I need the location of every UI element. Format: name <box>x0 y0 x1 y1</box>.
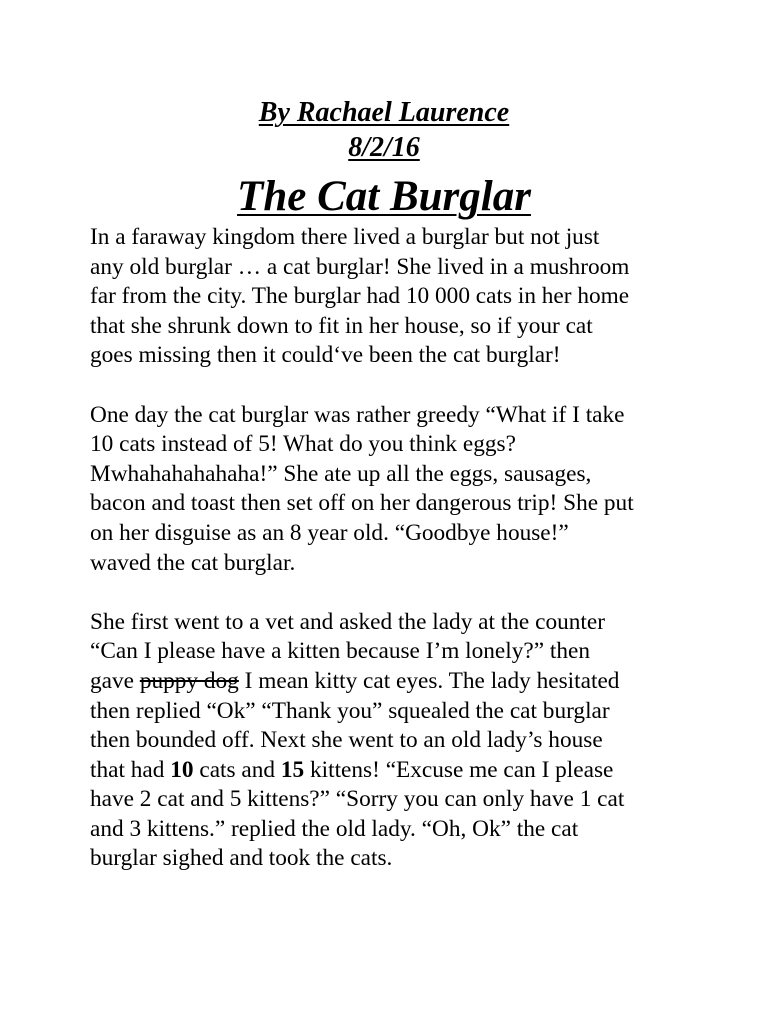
text-line: on her disguise as an 8 year old. “Goodbye house!” <box>90 519 569 546</box>
text-line: far from the city. The burglar had 10 000 cats in her home <box>90 283 630 310</box>
text-line: and 3 kittens.” replied the old lady. “Oh, Ok” the cat <box>90 815 579 842</box>
paragraph-2 <box>90 401 690 579</box>
text-line: goes missing then it could‘ve been the cat burglar! <box>90 342 561 369</box>
paragraph-gap <box>90 371 690 401</box>
text-line: then replied “Ok” “Thank you” squealed the cat burglar <box>90 697 610 724</box>
text-line-with-strikethrough <box>90 667 690 697</box>
paragraph-3 <box>90 608 690 874</box>
author-byline: By Rachael Laurence <box>258 97 510 128</box>
text-line: “Can I please have a kitten because I’m lonely?” then <box>90 638 591 665</box>
text-line: burglar sighed and took the cats. <box>90 845 393 872</box>
paragraph-gap <box>90 578 690 608</box>
text-line: any old burglar … a cat burglar! She lived in a mushroom <box>90 253 630 280</box>
text-segment: gave <box>90 667 140 694</box>
text-line: that she shrunk down to fit in her house, so if your cat <box>90 312 593 339</box>
text-line: Mwhahahahahaha!” She ate up all the eggs, sausages, <box>90 460 592 487</box>
text-segment: that had <box>90 756 171 783</box>
text-line: 10 cats instead of 5! What do you think eggs? <box>90 431 516 458</box>
text-line: have 2 cat and 5 kittens?” “Sorry you can only have 1 cat <box>90 786 625 813</box>
bold-number: 10 <box>170 756 194 783</box>
struck-text: puppy dog <box>139 667 239 694</box>
text-segment: kittens! “Excuse me can I please <box>304 756 614 783</box>
story-body <box>90 223 690 874</box>
story-title: The Cat Burglar <box>237 173 531 220</box>
text-line: In a faraway kingdom there lived a burglar but not just <box>90 224 600 250</box>
paragraph-1 <box>90 223 690 371</box>
text-line: then bounded off. Next she went to an old lady’s house <box>90 727 603 754</box>
text-line: waved the cat burglar. <box>90 549 296 576</box>
bold-number: 15 <box>280 756 305 783</box>
text-line-with-bold-numbers <box>90 756 690 786</box>
text-segment: cats and <box>193 756 281 783</box>
story-date: 8/2/16 <box>348 132 420 163</box>
text-line: bacon and toast then set off on her dangerous trip! She put <box>90 490 634 517</box>
text-segment: I mean kitty cat eyes. The lady hesitated <box>238 667 620 694</box>
text-line: She first went to a vet and asked the lady at the counter <box>90 608 605 635</box>
text-line: One day the cat burglar was rather greedy “What if I take <box>90 401 625 428</box>
